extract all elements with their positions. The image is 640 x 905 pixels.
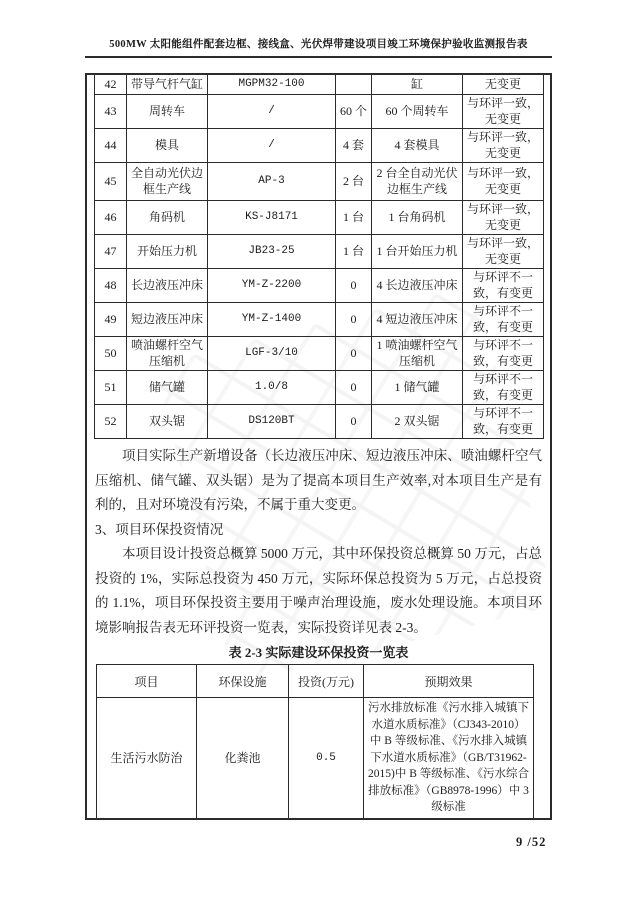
equipment-model: YM-Z-2200 [208, 269, 336, 303]
equipment-status: 与环评一致，无变更 [463, 163, 544, 201]
investment-table [96, 664, 534, 819]
column-header-item: 项目 [97, 665, 197, 698]
equipment-model: YM-Z-1400 [208, 303, 336, 337]
equipment-name: 角码机 [127, 201, 208, 235]
investment-item: 生活污水防治 [97, 698, 197, 819]
equipment-status: 与环评一致，无变更 [463, 129, 544, 163]
equipment-actual: 4 长边液压冲床 [372, 269, 463, 303]
equipment-no: 43 [95, 95, 127, 129]
equipment-qty: 0 [336, 371, 372, 405]
table-row [95, 337, 544, 371]
equipment-name: 双头锯 [127, 405, 208, 439]
table-row [95, 201, 544, 235]
equipment-no: 47 [95, 235, 127, 269]
equipment-qty: 4 套 [336, 129, 372, 163]
equipment-model: LGF-3/10 [208, 337, 336, 371]
equipment-status: 与环评不一致，有变更 [463, 371, 544, 405]
equipment-status: 与环评不一致，有变更 [463, 303, 544, 337]
equipment-model: / [208, 129, 336, 163]
table-row [95, 235, 544, 269]
table-row [95, 371, 544, 405]
table-2-3-caption: 表 2-3 实际建设环保投资一览表 [228, 645, 409, 660]
table-row [95, 129, 544, 163]
equipment-name: 带导气杆气缸 [127, 75, 208, 95]
equipment-status: 与环评不一致，有变更 [463, 337, 544, 371]
equipment-no: 52 [95, 405, 127, 439]
equipment-qty: 0 [336, 337, 372, 371]
equipment-table [94, 74, 544, 439]
table-row [95, 163, 544, 201]
equipment-no: 42 [95, 75, 127, 95]
equipment-name: 短边液压冲床 [127, 303, 208, 337]
table-header-row [97, 665, 534, 698]
equipment-status: 与环评一致，无变更 [463, 201, 544, 235]
investment-amount: 0.5 [289, 698, 364, 819]
document-header-title: 500MW 太阳能组件配套边框、接线盒、光伏焊带建设项目竣工环境保护验收监测报告表 [85, 36, 552, 58]
equipment-qty: 2 台 [336, 163, 372, 201]
equipment-model: KS-J8171 [208, 201, 336, 235]
column-header-investment: 投资(万元) [289, 665, 364, 698]
equipment-name: 周转车 [127, 95, 208, 129]
equipment-model: JB23-25 [208, 235, 336, 269]
body-text [95, 444, 542, 640]
table-row [95, 303, 544, 337]
table-row [95, 269, 544, 303]
investment-facility: 化粪池 [197, 698, 289, 819]
equipment-qty [336, 75, 372, 95]
equipment-qty: 1 台 [336, 235, 372, 269]
equipment-no: 45 [95, 163, 127, 201]
equipment-actual: 2 台全自动光伏边框生产线 [372, 163, 463, 201]
table-row [95, 405, 544, 439]
equipment-status: 无变更 [463, 75, 544, 95]
paragraph-investment: 本项目设计投资总概算 5000 万元，其中环保投资总概算 50 万元，占总投资的 1%，实际总投资为 450 万元，实际环保总投资为 5 万元，占总投资的 1.1%，项目环保投资主要用于噪声治理设施，废水处理设施。本项目环境影响报告表无环评投资一览表，实际投资详见表 2-3。 [95, 546, 542, 635]
equipment-actual: 1 台角码机 [372, 201, 463, 235]
paragraph-equipment-change: 项目实际生产新增设备（长边液压冲床、短边液压冲床、喷油螺杆空气压缩机、储气罐、双头锯）是为了提高本项目生产效率,对本项目生产是有利的，且对环境没有污染，不属于重大变更。 [95, 448, 542, 512]
equipment-actual: 60 个周转车 [372, 95, 463, 129]
column-header-facility: 环保设施 [197, 665, 289, 698]
equipment-name: 长边液压冲床 [127, 269, 208, 303]
equipment-no: 48 [95, 269, 127, 303]
equipment-status: 与环评一致，无变更 [463, 95, 544, 129]
equipment-status: 与环评不一致，有变更 [463, 405, 544, 439]
equipment-qty: 0 [336, 269, 372, 303]
equipment-no: 44 [95, 129, 127, 163]
equipment-actual: 4 套模具 [372, 129, 463, 163]
table-row [95, 75, 544, 95]
equipment-no: 49 [95, 303, 127, 337]
content-frame [85, 73, 552, 820]
equipment-qty: 60 个 [336, 95, 372, 129]
column-header-effect: 预期效果 [364, 665, 534, 698]
equipment-qty: 0 [336, 405, 372, 439]
equipment-name: 储气罐 [127, 371, 208, 405]
table-row [97, 698, 534, 819]
equipment-name: 模具 [127, 129, 208, 163]
equipment-name: 全自动光伏边框生产线 [127, 163, 208, 201]
equipment-model: AP-3 [208, 163, 336, 201]
section-heading-investment: 3、项目环保投资情况 [95, 521, 224, 537]
equipment-qty: 1 台 [336, 201, 372, 235]
equipment-no: 50 [95, 337, 127, 371]
equipment-name: 开始压力机 [127, 235, 208, 269]
equipment-no: 51 [95, 371, 127, 405]
equipment-model: 1.0/8 [208, 371, 336, 405]
equipment-actual: 1 储气罐 [372, 371, 463, 405]
equipment-model: MGPM32-100 [208, 75, 336, 95]
table-row [95, 95, 544, 129]
equipment-actual: 1 台开始压力机 [372, 235, 463, 269]
equipment-actual: 缸 [372, 75, 463, 95]
equipment-model: DS120BT [208, 405, 336, 439]
page-number: 9 /52 [516, 835, 547, 849]
equipment-status: 与环评一致，无变更 [463, 235, 544, 269]
equipment-model: / [208, 95, 336, 129]
equipment-name: 喷油螺杆空气压缩机 [127, 337, 208, 371]
equipment-actual: 1 喷油螺杆空气压缩机 [372, 337, 463, 371]
equipment-qty: 0 [336, 303, 372, 337]
equipment-actual: 2 双头锯 [372, 405, 463, 439]
investment-effect: 污水排放标准《污水排入城镇下水道水质标准》（CJ343-2010）中 B 等级标准、《污水排入城镇下水道水质标准》（GB/T31962-2015)中 B 等级标准、《污水综合排放标准》（GB8978-1996）中 3 级标准 [364, 698, 534, 819]
equipment-status: 与环评不一致，有变更 [463, 269, 544, 303]
equipment-no: 46 [95, 201, 127, 235]
equipment-actual: 4 短边液压冲床 [372, 303, 463, 337]
